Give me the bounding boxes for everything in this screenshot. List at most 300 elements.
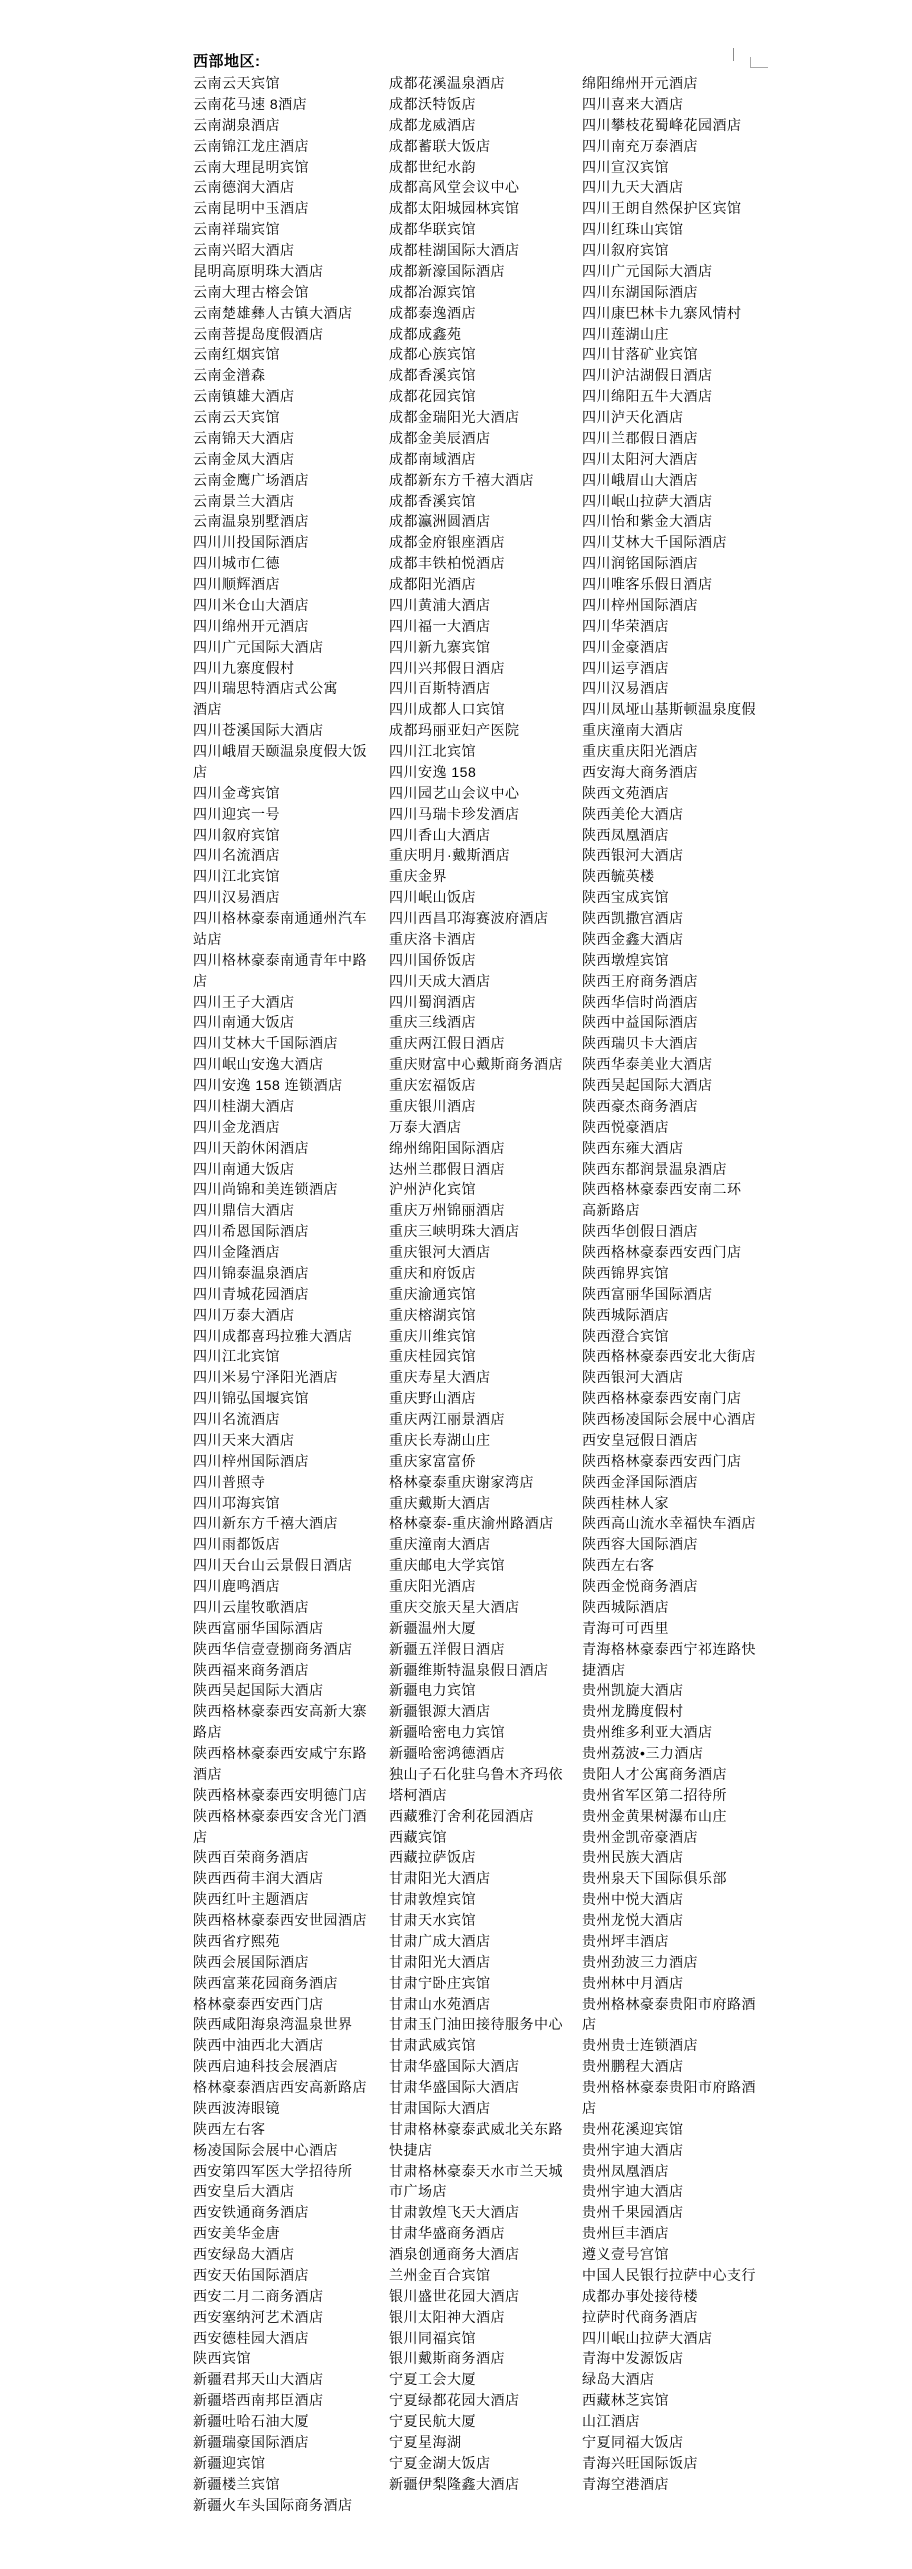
hotel-list-item: 四川岷山安逸大酒店 [193, 1056, 324, 1073]
hotel-list-item: 贵州宇迪大酒店 [582, 2141, 684, 2158]
hotel-list-item: 重庆野山酒店 [389, 1390, 476, 1407]
hotel-list-item: 甘肃玉门油田接待服务中心 [389, 2016, 563, 2033]
hotel-list-item: 昆明高原明珠大酒店 [193, 262, 324, 279]
hotel-list-item: 成都金府银座酒店 [389, 534, 505, 551]
hotel-list-item: 重庆两江假日酒店 [389, 1035, 505, 1052]
hotel-list-item: 陕西富丽华国际酒店 [582, 1285, 713, 1302]
hotel-list-item: 四川青城花园酒店 [193, 1285, 309, 1302]
hotel-list-item: 陕西墩煌宾馆 [582, 951, 669, 968]
hotel-list-item: 遵义壹号宫馆 [582, 2246, 669, 2262]
hotel-list-item: 陕西凤凰酒店 [582, 826, 669, 843]
hotel-list-item: 重庆万州锦丽酒店 [389, 1202, 505, 1219]
hotel-list-item: 四川云崖牧歌酒店 [193, 1598, 309, 1615]
hotel-list-item: 四川新九寨宾馆 [389, 638, 491, 655]
hotel-list-item: 四川金龙酒店 [193, 1118, 280, 1135]
hotel-list-item: 四川甘落矿业宾馆 [582, 346, 698, 363]
hotel-list-item: 陕西格林豪泰西安含光门酒 [193, 1807, 367, 1824]
hotel-list-item: 陕西美伦大酒店 [582, 805, 684, 822]
hotel-list-item: 成都阳光酒店 [389, 576, 476, 592]
hotel-list-item: 四川名流酒店 [193, 1411, 280, 1427]
hotel-list-item: 四川兴邦假日酒店 [389, 659, 505, 676]
hotel-list-item: 陕西启迪科技会展酒店 [193, 2058, 338, 2075]
hotel-list-item: 重庆银川酒店 [389, 1097, 476, 1114]
hotel-list-item: 四川名流酒店 [193, 847, 280, 864]
hotel-list-item: 成都丰铁柏悦酒店 [389, 555, 505, 572]
hotel-list-item: 贵州千果园酒店 [582, 2204, 684, 2221]
hotel-list-item: 四川鹿鸣酒店 [193, 1578, 280, 1594]
hotel-list-item: 路店 [193, 1724, 222, 1741]
hotel-list-item: 贵州维多利亚大酒店 [582, 1724, 713, 1741]
hotel-list-item: 四川苍溪国际大酒店 [193, 722, 324, 739]
hotel-list-item: 四川峨眉山大酒店 [582, 471, 698, 488]
hotel-list-item: 四川广元国际大酒店 [193, 638, 324, 655]
hotel-list-item: 陕西银河大酒店 [582, 1369, 684, 1386]
hotel-list-item: 四川兰郡假日酒店 [582, 429, 698, 446]
hotel-list-item: 站店 [193, 930, 222, 947]
hotel-list-item: 重庆寿星大酒店 [389, 1369, 491, 1386]
hotel-list-item: 宁夏星海湖 [389, 2433, 462, 2450]
hotel-list-item: 陕西中油西北大酒店 [193, 2037, 324, 2054]
hotel-list-item: 四川米易宁泽阳光酒店 [193, 1369, 338, 1386]
hotel-list-item: 陕西容大国际酒店 [582, 1536, 698, 1553]
hotel-list-item: 陕西城际酒店 [582, 1306, 669, 1323]
hotel-list-item: 陕西格林豪泰西安咸宁东路 [193, 1745, 367, 1761]
hotel-list-item: 甘肃华盛国际大酒店 [389, 2079, 520, 2095]
hotel-list-item: 重庆交旅天星大酒店 [389, 1598, 520, 1615]
hotel-list-item: 四川南通大饭店 [193, 1014, 295, 1031]
hotel-list-item: 贵州格林豪泰贵阳市府路酒 [582, 2079, 756, 2095]
hotel-list-item: 山江酒店 [582, 2413, 640, 2429]
section-title: 西部地区: [193, 53, 261, 70]
hotel-list-item: 陕西格林豪泰西安西门店 [582, 1244, 742, 1260]
hotel-list-item: 四川岷山拉萨大酒店 [582, 2329, 713, 2346]
hotel-list-item: 成都香溪宾馆 [389, 492, 476, 509]
hotel-list-item: 陕西华创假日酒店 [582, 1223, 698, 1240]
hotel-list-item: 甘肃广成大酒店 [389, 1932, 491, 1949]
hotel-list-item: 贵州龙腾度假村 [582, 1703, 684, 1720]
hotel-list-item: 四川金鸢宾馆 [193, 784, 280, 801]
hotel-list-item: 四川国侨饭店 [389, 951, 476, 968]
hotel-list-item: 贵州金凯帝豪酒店 [582, 1828, 698, 1845]
hotel-list-item: 四川希恩国际酒店 [193, 1223, 309, 1240]
hotel-list-item: 甘肃敦煌飞天大酒店 [389, 2204, 520, 2221]
hotel-list-item: 陕西华泰美业大酒店 [582, 1056, 713, 1073]
hotel-list-item: 重庆明月·戴斯酒店 [389, 847, 511, 864]
hotel-list-item: 四川百斯特酒店 [389, 680, 491, 697]
hotel-list-item: 四川汉易酒店 [582, 680, 669, 697]
hotel-list-item: 四川天来大酒店 [193, 1431, 295, 1448]
hotel-list-item: 新疆维斯特温泉假日酒店 [389, 1661, 549, 1678]
hotel-list-item: 云南金鹰广场酒店 [193, 471, 309, 488]
hotel-list-item: 陕西格林豪泰西安南门店 [582, 1390, 742, 1407]
hotel-list-item: 四川华荣酒店 [582, 617, 669, 634]
hotel-list-item: 甘肃宁卧庄宾馆 [389, 1974, 491, 1991]
hotel-list-item: 四川汉易酒店 [193, 889, 280, 906]
hotel-list-item: 云南红烟宾馆 [193, 346, 280, 363]
hotel-list-item: 重庆川维宾馆 [389, 1327, 476, 1344]
hotel-list-item: 四川马瑞卡珍发酒店 [389, 805, 520, 822]
hotel-list-item: 陕西波涛眼镜 [193, 2099, 280, 2116]
text-cursor-artifact [733, 48, 734, 61]
hotel-list-item: 新疆温州大厦 [389, 1619, 476, 1636]
hotel-list-item: 青海兴旺国际饭店 [582, 2454, 698, 2471]
hotel-list-item: 陕西高山流水幸福快车酒店 [582, 1515, 756, 1532]
hotel-list-item: 陕西格林豪泰西安高新大寨 [193, 1703, 367, 1720]
hotel-list-item: 宁夏民航大厦 [389, 2413, 476, 2429]
hotel-list-item: 成都新东方千禧大酒店 [389, 471, 534, 488]
hotel-list-item: 西安海大商务酒店 [582, 763, 698, 780]
hotel-list-item: 新疆五洋假日酒店 [389, 1640, 505, 1657]
hotel-list-item: 成都香溪宾馆 [389, 367, 476, 384]
hotel-list-item: 成都高风堂会议中心 [389, 179, 520, 196]
hotel-list-item: 云南德润大酒店 [193, 179, 295, 196]
hotel-list-item: 云南镇雄大酒店 [193, 388, 295, 405]
hotel-list-item: 四川格林豪泰南通青年中路 [193, 951, 367, 968]
hotel-list-item: 陕西城际酒店 [582, 1598, 669, 1615]
hotel-list-item: 云南兴昭大酒店 [193, 242, 295, 258]
hotel-list-item: 西安美华金唐 [193, 2225, 280, 2242]
hotel-list-item: 贵州中悦大酒店 [582, 1891, 684, 1908]
hotel-list-item: 贵州林中月酒店 [582, 1974, 684, 1991]
hotel-list-item: 重庆三线酒店 [389, 1014, 476, 1031]
hotel-list-item: 贵州贵士连锁酒店 [582, 2037, 698, 2054]
hotel-list-item: 西安皇后大酒店 [193, 2183, 295, 2200]
hotel-list-item: 四川叙府宾馆 [582, 242, 669, 258]
hotel-list-item: 陕西格林豪泰西安世园酒店 [193, 1912, 367, 1928]
hotel-list-item: 云南祥瑞宾馆 [193, 221, 280, 238]
hotel-list-item: 独山子石化驻乌鲁木齐玛依 [389, 1765, 563, 1782]
hotel-list-item: 西安德桂园大酒店 [193, 2329, 309, 2346]
hotel-list-item: 重庆渝通宾馆 [389, 1285, 476, 1302]
hotel-list-item: 快捷店 [389, 2141, 433, 2158]
hotel-list-item: 贵州坪丰酒店 [582, 1932, 669, 1949]
hotel-list-item: 云南花马速 8酒店 [193, 95, 308, 112]
hotel-list-item: 甘肃华盛商务酒店 [389, 2225, 505, 2242]
hotel-list-item: 青海空港酒店 [582, 2475, 669, 2492]
hotel-list-item: 云南云天宾馆 [193, 75, 280, 91]
hotel-list-item: 重庆洛卡酒店 [389, 930, 476, 947]
hotel-list-item: 新疆哈密电力宾馆 [389, 1724, 505, 1741]
hotel-list-item: 四川成都喜玛拉雅大酒店 [193, 1327, 353, 1344]
hotel-list-item: 甘肃华盛国际大酒店 [389, 2058, 520, 2075]
hotel-list-item: 陕西东都润景温泉酒店 [582, 1160, 727, 1177]
hotel-list-item: 陕西富丽华国际酒店 [193, 1619, 324, 1636]
hotel-list-item: 重庆宏福饭店 [389, 1077, 476, 1093]
hotel-list-item: 四川桂湖大酒店 [193, 1097, 295, 1114]
hotel-list-item: 宁夏绿都花园大酒店 [389, 2392, 520, 2409]
hotel-list-item: 陕西吴起国际大酒店 [582, 1077, 713, 1093]
hotel-list-item: 贵州泉天下国际俱乐部 [582, 1870, 727, 1887]
hotel-list-item: 重庆桂园宾馆 [389, 1348, 476, 1365]
hotel-list-item: 四川红珠山宾馆 [582, 221, 684, 238]
hotel-list-item: 杨凌国际会展中心酒店 [193, 2141, 338, 2158]
hotel-list-item: 四川怡和紫金大酒店 [582, 513, 713, 530]
hotel-list-item: 宁夏同福大饭店 [582, 2433, 684, 2450]
hotel-list-item: 贵州格林豪泰贵阳市府路酒 [582, 1995, 756, 2012]
hotel-list-item: 西安天佑国际酒店 [193, 2266, 309, 2283]
hotel-list-item: 四川莲湖山庄 [582, 325, 669, 342]
hotel-list-item: 格林豪泰西安西门店 [193, 1995, 324, 2012]
hotel-list-item: 西安铁通商务酒店 [193, 2204, 309, 2221]
hotel-list-item: 云南云天宾馆 [193, 409, 280, 425]
hotel-list-item: 店 [193, 1828, 208, 1845]
hotel-list-item: 陕西咸阳海泉湾温泉世界 [193, 2016, 353, 2033]
hotel-list-item: 陕西格林豪泰西安南二环 [582, 1181, 742, 1198]
hotel-column-1 [193, 73, 383, 2515]
hotel-list-item: 四川梓州国际酒店 [193, 1452, 309, 1469]
hotel-list-item: 四川园艺山会议中心 [389, 784, 520, 801]
hotel-list-item: 成都冶源宾馆 [389, 283, 476, 300]
hotel-list-item: 四川太阳河大酒店 [582, 450, 698, 467]
hotel-list-item: 陕西东雍大酒店 [582, 1139, 684, 1156]
hotel-list-item: 格林豪泰-重庆渝州路酒店 [389, 1515, 554, 1532]
hotel-list-item: 四川普照寺 [193, 1473, 266, 1490]
hotel-list-item: 四川鼎信大酒店 [193, 1202, 295, 1219]
hotel-list-item: 四川攀枝花蜀峰花园酒店 [582, 116, 742, 133]
hotel-list-item: 新疆楼兰宾馆 [193, 2475, 280, 2492]
hotel-list-item: 重庆潼南大酒店 [389, 1536, 491, 1553]
hotel-list-item: 重庆榕湖宾馆 [389, 1306, 476, 1323]
hotel-list-item: 四川顺辉酒店 [193, 576, 280, 592]
hotel-list-item: 四川宣汉宾馆 [582, 158, 669, 175]
hotel-list-item: 四川安逸 158 连锁酒店 [193, 1077, 343, 1093]
hotel-list-item: 四川康巴林卡九寨风情村 [582, 304, 742, 321]
hotel-list-item: 重庆戴斯大酒店 [389, 1494, 491, 1511]
hotel-list-item: 新疆银源大酒店 [389, 1703, 491, 1720]
hotel-list-item: 四川万泰大酒店 [193, 1306, 295, 1323]
hotel-list-item: 西安第四军医大学招待所 [193, 2162, 353, 2179]
hotel-list-item: 四川艾林大千国际酒店 [193, 1035, 338, 1052]
hotel-list-item: 成都瀛洲圆酒店 [389, 513, 491, 530]
hotel-list-item: 陕西省疗熙苑 [193, 1932, 280, 1949]
hotel-list-item: 四川米仓山大酒店 [193, 596, 309, 613]
hotel-list-item: 四川岷山饭店 [389, 889, 476, 906]
hotel-list-item: 四川王朗自然保护区宾馆 [582, 200, 742, 217]
hotel-list-item: 店 [193, 763, 208, 780]
hotel-list-item: 陕西吴起国际大酒店 [193, 1682, 324, 1699]
hotel-list-item: 陕西银河大酒店 [582, 847, 684, 864]
hotel-list-item: 四川香山大酒店 [389, 826, 491, 843]
hotel-list-item: 云南金潽森 [193, 367, 266, 384]
hotel-list-item: 甘肃格林豪泰武威北关东路 [389, 2120, 563, 2137]
hotel-list-item: 成都心族宾馆 [389, 346, 476, 363]
hotel-list-item: 成都龙威酒店 [389, 116, 476, 133]
hotel-list-item: 西安绿岛大酒店 [193, 2246, 295, 2262]
hotel-list-item: 成都成鑫苑 [389, 325, 462, 342]
hotel-list-item: 四川润铭国际酒店 [582, 555, 698, 572]
hotel-list-item: 重庆阳光酒店 [389, 1578, 476, 1594]
hotel-column-3 [582, 73, 782, 2495]
hotel-list-item: 四川天台山云景假日酒店 [193, 1557, 353, 1574]
hotel-list-item: 青海格林豪泰西宁祁连路快 [582, 1640, 756, 1657]
hotel-list-item: 四川沪沽湖假日酒店 [582, 367, 713, 384]
hotel-list-item: 万泰大酒店 [389, 1118, 462, 1135]
hotel-list-item: 四川运亨酒店 [582, 659, 669, 676]
hotel-list-item: 青海可可西里 [582, 1619, 669, 1636]
hotel-list-item: 四川西昌邛海赛波府酒店 [389, 910, 549, 926]
hotel-list-item: 甘肃国际大酒店 [389, 2099, 491, 2116]
hotel-list-item: 四川邛海宾馆 [193, 1494, 280, 1511]
hotel-list-item: 四川迎宾一号 [193, 805, 280, 822]
hotel-list-item: 陕西宾馆 [193, 2350, 251, 2367]
hotel-list-item: 绿岛大酒店 [582, 2371, 655, 2388]
hotel-list-item: 陕西金鑫大酒店 [582, 930, 684, 947]
hotel-list-item: 陕西会展国际酒店 [193, 1953, 309, 1970]
hotel-list-item: 重庆两江丽景酒店 [389, 1411, 505, 1427]
hotel-list-item: 陕西红叶主题酒店 [193, 1891, 309, 1908]
hotel-list-item: 新疆伊梨隆鑫大酒店 [389, 2475, 520, 2492]
hotel-list-item: 陕西悦豪酒店 [582, 1118, 669, 1135]
hotel-list-item: 甘肃敦煌宾馆 [389, 1891, 476, 1908]
hotel-list-item: 云南昆明中玉酒店 [193, 200, 309, 217]
hotel-list-item: 云南锦天大酒店 [193, 429, 295, 446]
hotel-list-item: 陕西福来商务酒店 [193, 1661, 309, 1678]
hotel-list-item: 四川泸天化酒店 [582, 409, 684, 425]
hotel-list-item: 银川同福宾馆 [389, 2329, 476, 2346]
hotel-list-item: 陕西华信壹壹捌商务酒店 [193, 1640, 353, 1657]
hotel-list-item: 贵州荔波•三力酒店 [582, 1745, 704, 1761]
hotel-list-item: 格林豪泰酒店西安高新路店 [193, 2079, 367, 2095]
hotel-list-item: 新疆哈密鸿德酒店 [389, 1745, 505, 1761]
hotel-list-item: 重庆三峡明珠大酒店 [389, 1223, 520, 1240]
hotel-list-item: 四川川投国际酒店 [193, 534, 309, 551]
hotel-list-item: 四川艾林大千国际酒店 [582, 534, 727, 551]
hotel-list-item: 甘肃阳光大酒店 [389, 1870, 491, 1887]
hotel-list-item: 云南楚雄彝人古镇大酒店 [193, 304, 353, 321]
hotel-list-item: 陕西金泽国际酒店 [582, 1473, 698, 1490]
hotel-list-item: 四川城市仁德 [193, 555, 280, 572]
hotel-list-item: 陕西杨凌国际会展中心酒店 [582, 1411, 756, 1427]
hotel-list-item: 四川王子大酒店 [193, 993, 295, 1010]
hotel-list-item: 成都沃特饭店 [389, 95, 476, 112]
hotel-list-item: 陕西格林豪泰西安明德门店 [193, 1786, 367, 1803]
hotel-list-item: 贵州龙悦大酒店 [582, 1912, 684, 1928]
hotel-list-item: 陕西锦界宾馆 [582, 1264, 669, 1281]
hotel-list-item: 四川江北宾馆 [193, 1348, 280, 1365]
hotel-list-item: 沪州泸化宾馆 [389, 1181, 476, 1198]
hotel-list-item: 四川凤垭山基斯顿温泉度假 [582, 701, 756, 718]
hotel-list-item: 青海中发源饭店 [582, 2350, 684, 2367]
hotel-list-item: 市广场店 [389, 2183, 447, 2200]
hotel-list-item: 四川江北宾馆 [389, 743, 476, 759]
hotel-list-item: 成都太阳城园林宾馆 [389, 200, 520, 217]
hotel-list-item: 贵州凤凰酒店 [582, 2162, 669, 2179]
hotel-list-item: 成都金美辰酒店 [389, 429, 491, 446]
hotel-list-item: 四川唯客乐假日酒店 [582, 576, 713, 592]
hotel-list-item: 贵州民族大酒店 [582, 1849, 684, 1866]
hotel-list-item: 西安塞纳河艺术酒店 [193, 2308, 324, 2325]
hotel-list-item: 银川盛世花园大酒店 [389, 2287, 520, 2304]
hotel-list-item: 重庆家富富侨 [389, 1452, 476, 1469]
hotel-list-item: 重庆财富中心戴斯商务酒店 [389, 1056, 563, 1073]
hotel-list-item: 格林豪泰重庆谢家湾店 [389, 1473, 534, 1490]
hotel-list-item: 四川黄浦大酒店 [389, 596, 491, 613]
hotel-list-item: 四川天成大酒店 [389, 972, 491, 989]
hotel-list-item: 云南景兰大酒店 [193, 492, 295, 509]
hotel-list-item: 店 [582, 2099, 597, 2116]
hotel-list-item: 酒店 [193, 701, 222, 718]
hotel-list-item: 陕西中益国际酒店 [582, 1014, 698, 1031]
hotel-list-item: 甘肃天水宾馆 [389, 1912, 476, 1928]
hotel-list-item: 四川新东方千禧大酒店 [193, 1515, 338, 1532]
hotel-list-item: 中国人民银行拉萨中心支行 [582, 2266, 756, 2283]
hotel-list-item: 四川绵阳五牛大酒店 [582, 388, 713, 405]
hotel-list-item: 陕西澄合宾馆 [582, 1327, 669, 1344]
hotel-list-item: 新疆吐哈石油大厦 [193, 2413, 309, 2429]
hotel-list-item: 成都办事处接待楼 [582, 2287, 698, 2304]
hotel-list-item: 四川广元国际大酒店 [582, 262, 713, 279]
hotel-list-item: 拉萨时代商务酒店 [582, 2308, 698, 2325]
hotel-list-item: 成都花溪温泉酒店 [389, 75, 505, 91]
hotel-list-item: 重庆金界 [389, 868, 447, 885]
hotel-list-item: 四川金隆酒店 [193, 1244, 280, 1260]
hotel-list-item: 四川叙府宾馆 [193, 826, 280, 843]
hotel-list-item: 重庆银河大酒店 [389, 1244, 491, 1260]
hotel-list-item: 四川喜来大酒店 [582, 95, 684, 112]
hotel-list-item: 重庆潼南大酒店 [582, 722, 684, 739]
hotel-list-item: 新疆火车头国际商务酒店 [193, 2496, 353, 2513]
hotel-list-item: 贵阳人才公寓商务酒店 [582, 1765, 727, 1782]
hotel-list-item: 兰州金百合宾馆 [389, 2266, 491, 2283]
hotel-list-item: 云南大理昆明宾馆 [193, 158, 309, 175]
hotel-list-item: 成都蓄联大饭店 [389, 137, 491, 154]
hotel-list-item: 成都金瑞阳光大酒店 [389, 409, 520, 425]
hotel-list-item: 重庆邮电大学宾馆 [389, 1557, 505, 1574]
hotel-list-item: 成都泰逸酒店 [389, 304, 476, 321]
hotel-list-item: 云南锦江龙庄酒店 [193, 137, 309, 154]
hotel-list-item: 西藏拉萨饭店 [389, 1849, 476, 1866]
hotel-list-item: 甘肃武威宾馆 [389, 2037, 476, 2054]
hotel-list-item: 贵州凯旋大酒店 [582, 1682, 684, 1699]
hotel-list-item: 陕西百荣商务酒店 [193, 1849, 309, 1866]
hotel-list-item: 新疆君邦天山大酒店 [193, 2371, 324, 2388]
hotel-list-item: 贵州省军区第二招待所 [582, 1786, 727, 1803]
hotel-list-item: 宁夏金湖大饭店 [389, 2454, 491, 2471]
hotel-list-item: 四川梓州国际酒店 [582, 596, 698, 613]
hotel-list-item: 成都桂湖国际大酒店 [389, 242, 520, 258]
hotel-list-item: 店 [582, 2016, 597, 2033]
hotel-list-item: 四川福一大酒店 [389, 617, 491, 634]
hotel-list-item: 甘肃格林豪泰天水市兰天城 [389, 2162, 563, 2179]
hotel-list-item: 成都世纪水韵 [389, 158, 476, 175]
hotel-list-item: 云南湖泉酒店 [193, 116, 280, 133]
hotel-list-item: 贵州鹏程大酒店 [582, 2058, 684, 2075]
hotel-list-item: 陕西豪杰商务酒店 [582, 1097, 698, 1114]
hotel-list-item: 四川南通大饭店 [193, 1160, 295, 1177]
hotel-list-item: 陕西瑞贝卡大酒店 [582, 1035, 698, 1052]
hotel-list-item: 宁夏工会大厦 [389, 2371, 476, 2388]
hotel-list-item: 陕西富莱花园商务酒店 [193, 1974, 338, 1991]
hotel-list-item: 绵州绵阳国际酒店 [389, 1139, 505, 1156]
hotel-column-2 [389, 73, 579, 2495]
hotel-list-item: 成都华联宾馆 [389, 221, 476, 238]
hotel-list-item: 陕西左右客 [582, 1557, 655, 1574]
hotel-list-item: 新疆塔西南邦臣酒店 [193, 2392, 324, 2409]
hotel-list-item: 四川锦弘国堰宾馆 [193, 1390, 309, 1407]
hotel-list-item: 重庆重庆阳光酒店 [582, 743, 698, 759]
hotel-list-item: 四川东湖国际酒店 [582, 283, 698, 300]
hotel-list-item: 甘肃阳光大酒店 [389, 1953, 491, 1970]
hotel-list-item: 酒店 [193, 1765, 222, 1782]
hotel-list-item: 四川锦泰温泉酒店 [193, 1264, 309, 1281]
hotel-list-item: 四川格林豪泰南通通州汽车 [193, 910, 367, 926]
hotel-list-item: 四川绵州开元酒店 [193, 617, 309, 634]
hotel-list-item: 新疆迎宾馆 [193, 2454, 266, 2471]
hotel-list-item: 成都南域酒店 [389, 450, 476, 467]
hotel-list-item: 四川南充万泰酒店 [582, 137, 698, 154]
hotel-list-item: 四川蜀润酒店 [389, 993, 476, 1010]
hotel-list-item: 陕西凯撒宫酒店 [582, 910, 684, 926]
